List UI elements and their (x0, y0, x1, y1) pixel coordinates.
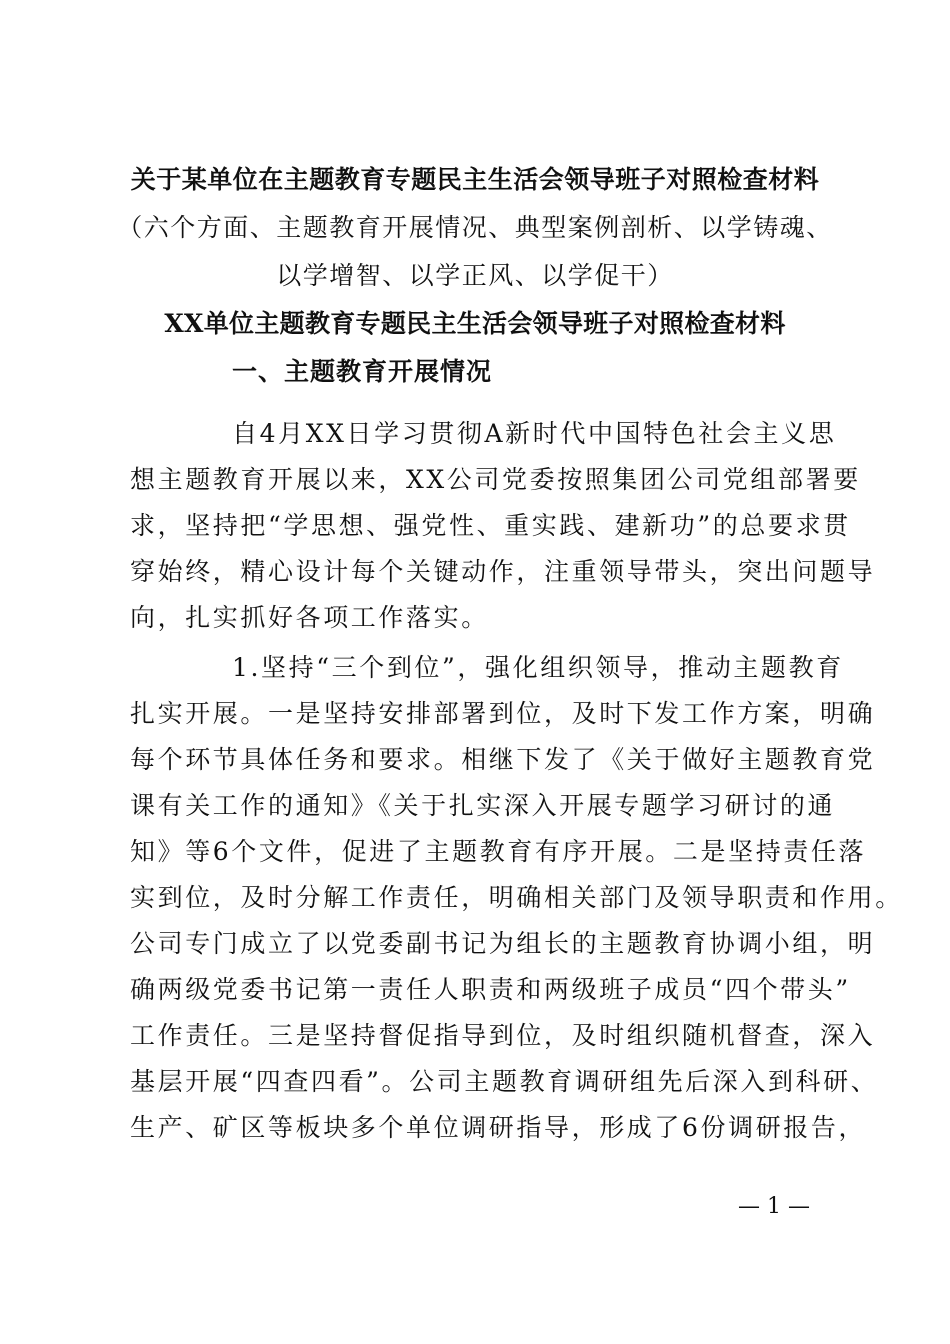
paragraph-2-line-10: 基层开展“四查四看”。公司主题教育调研组先后深入到科研、 (130, 1067, 879, 1096)
paragraph-2-line-7: 公司专门成立了以党委副书记为组长的主题教育协调小组，明 (130, 929, 876, 958)
paragraph-2-line-4: 课有关工作的通知》《关于扎实深入开展专题学习研讨的通 (130, 791, 836, 820)
paragraph-1-line-5: 向，扎实抓好各项工作落实。 (130, 603, 489, 632)
paragraph-1-line-1: 自4月XX日学习贯彻A新时代中国特色社会主义思 (232, 419, 837, 448)
document-title: 关于某单位在主题教育专题民主生活会领导班子对照检查材料 (130, 165, 820, 194)
page-number: — 1 — (738, 1194, 810, 1219)
paragraph-2-line-8: 确两级党委书记第一责任人职责和两级班子成员“四个带头” (130, 975, 851, 1004)
section-heading: 一、主题教育开展情况 (232, 357, 493, 386)
document-title-2: XX单位主题教育专题民主生活会领导班子对照检查材料 (164, 309, 786, 338)
paragraph-2-line-11: 生产、矿区等板块多个单位调研指导，形成了6份调研报告， (130, 1113, 867, 1142)
paragraph-1-line-4: 穿始终，精心设计每个关键动作，注重领导带头，突出问题导 (130, 557, 876, 586)
paragraph-2-line-6: 实到位，及时分解工作责任，明确相关部门及领导职责和作用。 (130, 883, 903, 912)
document-subtitle-line-1: （六个方面、主题教育开展情况、典型案例剖析、以学铸魂、 (117, 213, 833, 242)
paragraph-1-line-3: 求，坚持把“学思想、强党性、重实践、建新功”的总要求贯 (130, 511, 851, 540)
paragraph-2-line-2: 扎实开展。一是坚持安排部署到位，及时下发工作方案，明确 (130, 699, 876, 728)
paragraph-2-line-9: 工作责任。三是坚持督促指导到位，及时组织随机督查，深入 (130, 1021, 876, 1050)
paragraph-1-line-2: 想主题教育开展以来，XX公司党委按照集团公司党组部署要 (130, 465, 861, 494)
paragraph-2-line-5: 知》等6个文件，促进了主题教育有序开展。二是坚持责任落 (130, 837, 867, 866)
paragraph-2-line-1: 1.坚持“三个到位”，强化组织领导，推动主题教育 (232, 653, 844, 682)
document-subtitle-line-2: 以学增智、以学正风、以学促干） (276, 261, 674, 290)
paragraph-2-line-3: 每个环节具体任务和要求。相继下发了《关于做好主题教育党 (130, 745, 876, 774)
